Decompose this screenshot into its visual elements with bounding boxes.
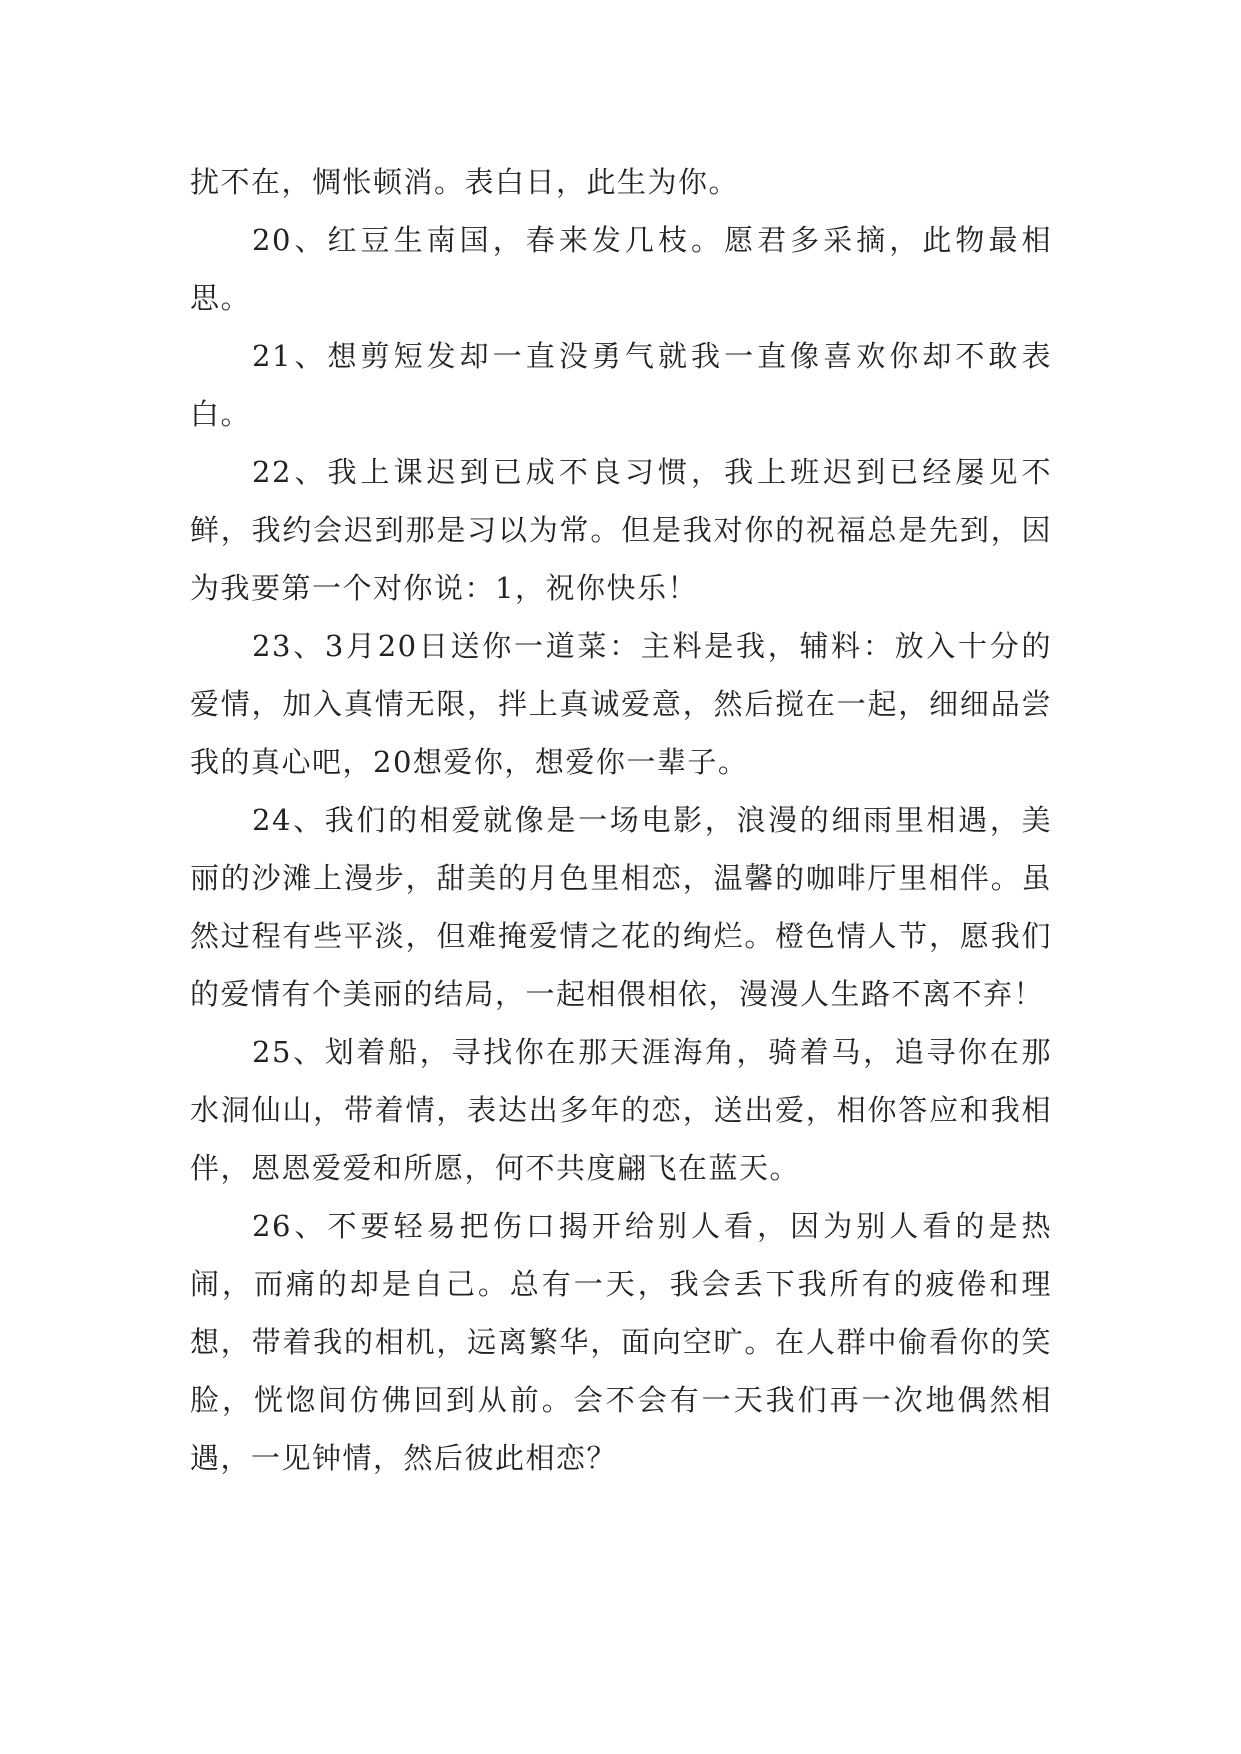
paragraph-continuation: 扰不在，惆怅顿消。表白日，此生为你。 bbox=[190, 165, 740, 199]
paragraph-21: 21、想剪短发却一直没勇气就我一直像喜欢你却不敢表白。 bbox=[190, 339, 1052, 431]
document-body bbox=[190, 153, 1052, 1487]
paragraph-23: 23、3月20日送你一道菜：主料是我，辅料：放入十分的爱情，加入真情无限，拌上真诚爱意，然后搅在一起，细细品尝我的真心吧，20想爱你，想爱你一辈子。 bbox=[190, 629, 1052, 779]
paragraph-24: 24、我们的相爱就像是一场电影，浪漫的细雨里相遇，美丽的沙滩上漫步，甜美的月色里相恋，温馨的咖啡厅里相伴。虽然过程有些平淡，但难掩爱情之花的绚烂。橙色情人节，愿我们的爱情有个美丽的结局，一起相偎相依，漫漫人生路不离不弃！ bbox=[190, 803, 1052, 1011]
paragraph-22: 22、我上课迟到已成不良习惯，我上班迟到已经屡见不鲜，我约会迟到那是习以为常。但是我对你的祝福总是先到，因为我要第一个对你说：1，祝你快乐！ bbox=[190, 455, 1052, 605]
paragraph-20: 20、红豆生南国，春来发几枝。愿君多采摘，此物最相思。 bbox=[190, 223, 1052, 315]
paragraph-25: 25、划着船，寻找你在那天涯海角，骑着马，追寻你在那水洞仙山，带着情，表达出多年的恋，送出爱，相你答应和我相伴，恩恩爱爱和所愿，何不共度翩飞在蓝天。 bbox=[190, 1035, 1052, 1185]
paragraph-26: 26、不要轻易把伤口揭开给别人看，因为别人看的是热闹，而痛的却是自己。总有一天，我会丢下我所有的疲倦和理想，带着我的相机，远离繁华，面向空旷。在人群中偷看你的笑脸，恍惚间仿佛回到从前。会不会有一天我们再一次地偶然相遇，一见钟情，然后彼此相恋？ bbox=[190, 1209, 1052, 1475]
